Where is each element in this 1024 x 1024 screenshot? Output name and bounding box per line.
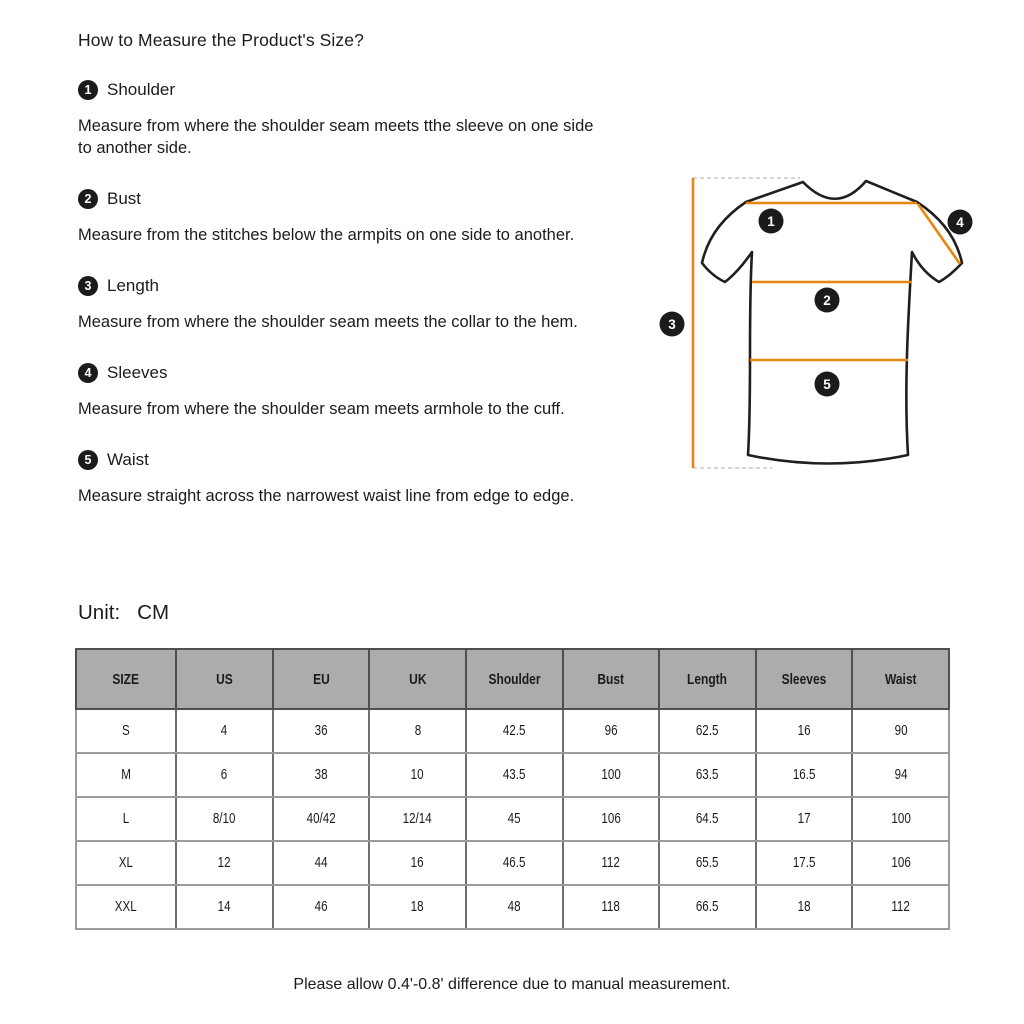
unit-line [78,601,169,625]
value-cell: 17.5 [756,841,853,885]
value-cell: 18 [369,885,466,929]
value-cell: 48 [466,885,563,929]
value-cell: 62.5 [659,709,756,753]
column-header: US [176,649,273,709]
section-description: Measure from where the shoulder seam meets the collar to the hem. [78,313,578,331]
unit-label: Unit: [78,601,121,624]
column-header: Sleeves [756,649,853,709]
value-cell: 90 [852,709,949,753]
value-cell: 16 [369,841,466,885]
table-row [76,797,949,841]
column-header: UK [369,649,466,709]
measurement-disclaimer: Please allow 0.4'-0.8' difference due to manual measurement. [293,976,731,993]
table-row [76,885,949,929]
value-cell: 14 [176,885,273,929]
section-heading [78,362,606,383]
step-number-badge: 5 [78,450,98,470]
size-cell: M [76,753,176,797]
size-cell: L [76,797,176,841]
value-cell: 43.5 [466,753,563,797]
table-row [76,709,949,753]
size-table-body [76,709,949,929]
value-cell: 45 [466,797,563,841]
value-cell: 100 [563,753,660,797]
section-name: Sleeves [107,362,168,382]
measure-section [78,275,606,333]
value-cell: 66.5 [659,885,756,929]
value-cell: 10 [369,753,466,797]
section-description: Measure from the stitches below the armpits on one side to another. [78,226,575,244]
value-cell: 106 [563,797,660,841]
measure-section [78,449,606,507]
step-number-badge: 3 [78,276,98,296]
value-cell: 36 [273,709,370,753]
column-header: EU [273,649,370,709]
step-number-badge: 1 [78,80,98,100]
size-chart-table [75,648,950,930]
svg-text:4: 4 [956,215,964,230]
unit-value: CM [137,601,170,624]
value-cell: 16.5 [756,753,853,797]
page-title: How to Measure the Product's Size? [78,30,364,50]
column-header: Length [659,649,756,709]
column-header: SIZE [76,649,176,709]
value-cell: 18 [756,885,853,929]
value-cell: 38 [273,753,370,797]
value-cell: 16 [756,709,853,753]
section-heading [78,449,606,470]
step-number-badge: 4 [78,363,98,383]
section-name: Bust [107,188,142,208]
marker-waist [815,372,840,397]
value-cell: 40/42 [273,797,370,841]
size-table-header-row [76,649,949,709]
svg-text:3: 3 [668,317,676,332]
measure-section [78,79,606,159]
value-cell: 4 [176,709,273,753]
value-cell: 8 [369,709,466,753]
value-cell: 65.5 [659,841,756,885]
value-cell: 64.5 [659,797,756,841]
svg-text:2: 2 [823,293,831,308]
section-name: Waist [107,449,149,469]
table-row [76,753,949,797]
value-cell: 96 [563,709,660,753]
section-description: Measure straight across the narrowest waist line from edge to edge. [78,487,575,505]
measure-section [78,188,606,246]
size-cell: XXL [76,885,176,929]
value-cell: 106 [852,841,949,885]
value-cell: 63.5 [659,753,756,797]
size-cell: S [76,709,176,753]
section-description: Measure from where the shoulder seam meets tthe sleeve on one side to another side. [78,117,594,157]
value-cell: 112 [852,885,949,929]
marker-length [660,312,685,337]
value-cell: 44 [273,841,370,885]
step-number-badge: 2 [78,189,98,209]
tshirt-measurement-diagram [640,160,1024,490]
value-cell: 12/14 [369,797,466,841]
marker-sleeves [948,210,973,235]
section-heading [78,275,606,296]
value-cell: 6 [176,753,273,797]
section-description: Measure from where the shoulder seam meets armhole to the cuff. [78,400,565,418]
svg-text:1: 1 [767,214,775,229]
table-row [76,841,949,885]
value-cell: 12 [176,841,273,885]
section-name: Shoulder [107,79,176,99]
value-cell: 46 [273,885,370,929]
marker-shoulder [759,209,784,234]
value-cell: 118 [563,885,660,929]
value-cell: 42.5 [466,709,563,753]
value-cell: 94 [852,753,949,797]
section-name: Length [107,275,159,295]
column-header: Bust [563,649,660,709]
column-header: Waist [852,649,949,709]
value-cell: 112 [563,841,660,885]
section-heading [78,188,606,209]
measure-sections [78,79,606,536]
section-heading [78,79,606,100]
svg-text:5: 5 [823,377,831,392]
column-header: Shoulder [466,649,563,709]
value-cell: 17 [756,797,853,841]
tshirt-outline [702,181,962,464]
size-cell: XL [76,841,176,885]
marker-bust [815,288,840,313]
measure-section [78,362,606,420]
value-cell: 8/10 [176,797,273,841]
value-cell: 100 [852,797,949,841]
value-cell: 46.5 [466,841,563,885]
